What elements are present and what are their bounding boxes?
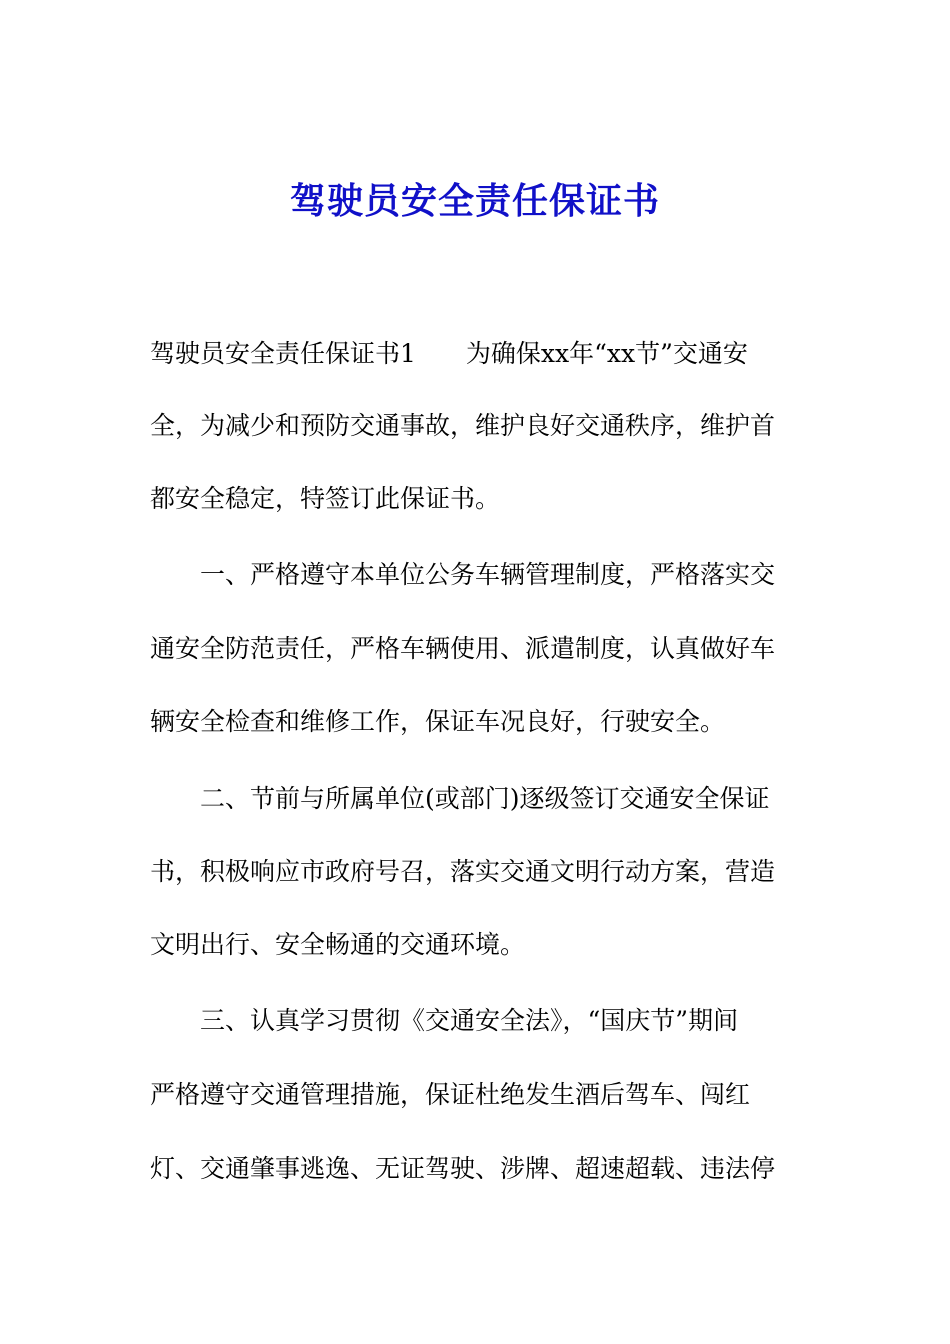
paragraph-line: 严格遵守交通管理措施，保证杜绝发生酒后驾车、闯红 <box>150 1080 751 1109</box>
paragraph-line: 全，为减少和预防交通事故，维护良好交通秩序，维护首 <box>150 411 776 440</box>
paragraph-line: 辆安全检查和维修工作，保证车况良好，行驶安全。 <box>150 707 726 736</box>
paragraph-line: 文明出行、安全畅通的交通环境。 <box>150 930 526 959</box>
paragraph-line: 灯、交通肇事逃逸、无证驾驶、涉牌、超速超载、违法停 <box>150 1154 776 1183</box>
paragraph-line: 都安全稳定，特签订此保证书。 <box>150 484 501 513</box>
paragraph-line: 二、节前与所属单位(或部门)逐级签订交通安全保证 <box>150 784 770 813</box>
paragraph-line: 一、严格遵守本单位公务车辆管理制度，严格落实交 <box>150 560 776 589</box>
paragraph-line: 三、认真学习贯彻《交通安全法》，“国庆节”期间 <box>150 1006 739 1035</box>
paragraph-line: 驾驶员安全责任保证书1 为确保xx年“xx节”交通安 <box>150 339 748 368</box>
document-title: 驾驶员安全责任保证书 <box>289 180 660 222</box>
paragraph-line: 通安全防范责任，严格车辆使用、派遣制度，认真做好车 <box>150 634 776 663</box>
paragraph-line: 书，积极响应市政府号召，落实交通文明行动方案，营造 <box>150 857 776 886</box>
